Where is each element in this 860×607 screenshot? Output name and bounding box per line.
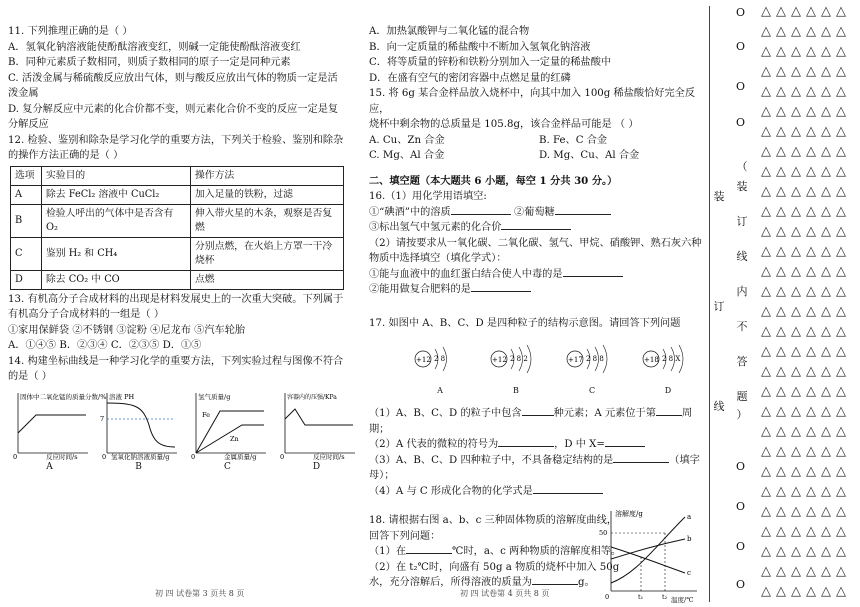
q18-line2: 回答下列问题：: [369, 530, 441, 542]
graph-a-origin: 0: [13, 452, 18, 461]
triangle-row: △△△△△△: [761, 404, 851, 419]
q14-option-a: A．加热氯酸钾与二氧化锰的混合物: [369, 26, 530, 37]
particle-b-shells: 2 8 2: [510, 355, 528, 363]
q17-stem: 17. 如图中 A、B、C、D 是四种粒子的结构示意图。请回答下列问题: [369, 317, 681, 329]
binding-char: 不: [736, 320, 748, 333]
q11-stem: 11. 下列推理正确的是（ ）: [8, 26, 133, 37]
q17-l4-text: （4）A 与 C 形成化合物的化学式是: [369, 485, 533, 497]
q17-l2-text: （2）A 代表的微粒的符号为: [369, 439, 499, 450]
answer-blank[interactable]: [555, 214, 611, 215]
chart-origin: 0: [605, 593, 610, 601]
graph-c-origin: 0: [191, 452, 196, 461]
q17-line1: [369, 406, 705, 437]
answer-blank[interactable]: [656, 415, 682, 416]
q16-fertilizer-label: ②能用做复合肥料的是: [369, 284, 471, 295]
q15-option-b: B. Fe、C 合金: [539, 134, 608, 146]
answer-blank[interactable]: [522, 415, 554, 416]
side-char: 装: [713, 190, 725, 203]
chart-ylabel: 溶解度/g: [615, 510, 643, 518]
graph-b-ylabel: 溶液 PH: [109, 392, 135, 401]
circle-mark: O: [736, 40, 746, 53]
q16-line5: 物质中选择填空（填化学式）：: [369, 253, 507, 264]
q17-l1-text: （1）A、B、C、D 的粒子中包含: [369, 408, 522, 419]
series-b-label: b: [687, 535, 692, 543]
particle-c: [561, 341, 623, 398]
graph-c-series-zn: Zn: [230, 434, 239, 443]
graph-c-xlabel: 金属质量/g: [224, 452, 257, 461]
q16-line7: [369, 282, 705, 298]
graph-d-ylabel: 容器内的压强/KPa: [287, 393, 337, 401]
q14-stem-cont: 的是（ ）: [8, 371, 52, 382]
table-cell-method: 分别点燃，在火焰上方罩一干冷烧杯: [191, 237, 344, 270]
left-footer: 初 四 试卷第 3 页共 8 页: [155, 589, 245, 598]
triangle-row: △△△△△△: [761, 564, 851, 579]
triangle-row: △△△△△△: [761, 544, 851, 559]
q15-options-row2: [369, 148, 705, 164]
table-cell-method: 加入足量的铁粉，过滤: [191, 185, 344, 204]
q13-stem: 13. 有机高分子合成材料的出现是材料发展史上的一次重大突破。下列属于: [8, 293, 344, 305]
table-cell-method: 伸入带火星的木条，观察是否复燃: [191, 204, 344, 237]
triangle-row: △△△△△△: [761, 44, 851, 59]
table-row: [11, 270, 344, 289]
side-char: 线: [713, 400, 725, 413]
triangle-row: △△△△△△: [761, 204, 851, 219]
q17-line2: [369, 437, 705, 453]
table-cell-option: A: [11, 185, 42, 204]
answer-blank[interactable]: [613, 462, 669, 463]
graph-c: [186, 389, 269, 476]
q15-option-a: A. Cu、Zn 合金: [369, 134, 445, 146]
triangle-row: △△△△△△: [761, 264, 851, 279]
q15-stem: 15. 将 6g 某合金样品放入烧杯中，向其中加入 100g 稀盐酸恰好完全反应，: [369, 88, 696, 115]
triangle-row: △△△△△△: [761, 64, 851, 79]
binding-char: 内: [736, 285, 748, 298]
table-cell-purpose: 鉴别 H₂ 和 CH₄: [42, 237, 191, 270]
triangle-row: △△△△△△: [761, 244, 851, 259]
q11-option-a: A．氢氧化钠溶液能使酚酞溶液变红，则碱一定能使酚酞溶液变红: [8, 41, 301, 53]
table-cell-purpose: 除去 CO₂ 中 CO: [42, 270, 191, 289]
solubility-chart: [597, 507, 703, 603]
q16-hydrogen-label: ③标出氢气中氢元素的化合价: [369, 222, 502, 233]
binding-char: 答: [736, 355, 748, 368]
q16-co-label: ①能与血液中的血红蛋白结合使人中毒的是: [369, 268, 563, 280]
graph-c-series-fe: Fe: [202, 410, 211, 419]
particle-b-letter: B: [513, 385, 519, 395]
particle-a-letter: A: [437, 385, 443, 395]
binding-char: ）: [736, 408, 748, 421]
q18-line4: （2）在 t₂℃时，向盛有 50g a 物质的烧杯中加入 50g: [369, 561, 620, 573]
table-cell-purpose: 检验人呼出的气体中是否含有 O₂: [42, 204, 191, 237]
binding-line-outer: [709, 6, 710, 602]
triangle-row: △△△△△△: [761, 384, 851, 399]
triangle-row: △△△△△△: [761, 104, 851, 119]
chart-xtick-t1: t₁: [638, 593, 644, 601]
table-cell-option: B: [11, 204, 42, 237]
answer-blank[interactable]: [498, 446, 554, 447]
table-row: [11, 185, 344, 204]
binding-char: 线: [736, 250, 748, 263]
answer-blank[interactable]: [501, 229, 571, 230]
triangle-row: △△△△△△: [761, 144, 851, 159]
series-c-label: c: [687, 569, 691, 577]
particle-b: [485, 341, 547, 398]
triangle-row: △△△△△△: [761, 344, 851, 359]
binding-char: 装: [736, 180, 748, 193]
table-cell-method: 点燃: [191, 270, 344, 289]
q17-l3-text: （3）A、B、C、D 四种粒子中，不具备稳定结构的是: [369, 454, 614, 466]
binding-strip: [711, 0, 860, 607]
answer-blank[interactable]: [533, 493, 603, 494]
q18-l3-text2: ℃时，a、c 两种物质的溶解度相等。: [452, 546, 622, 557]
answer-blank[interactable]: [563, 276, 623, 277]
particle-c-nucleus: +17: [568, 356, 583, 364]
series-a-label: a: [687, 513, 692, 521]
particle-d-nucleus: +18: [644, 356, 659, 364]
circle-mark: O: [736, 540, 746, 553]
particle-b-nucleus: +12: [492, 356, 507, 364]
graph-d-origin: 0: [280, 452, 285, 461]
triangle-row: △△△△△△: [761, 304, 851, 319]
curve-c: [611, 547, 685, 573]
q14-stem: 14. 构建坐标曲线是一种学习化学的重要方法，下列实验过程与图像不符合: [8, 355, 344, 367]
triangle-row: △△△△△△: [761, 184, 851, 199]
chart-xtick-t2: t₂: [662, 593, 668, 601]
answer-blank[interactable]: [451, 214, 511, 215]
right-footer: 初 四 试卷第 4 页共 8 页: [460, 589, 550, 598]
graph-b: [97, 389, 180, 476]
table-header-cell: 选项: [11, 166, 42, 185]
table-cell-option: D: [11, 270, 42, 289]
triangle-row: △△△△△△: [761, 224, 851, 239]
graph-a: [8, 389, 107, 476]
q17-line4: [369, 484, 705, 500]
q17-l3-text2: （填字母）；: [369, 454, 700, 481]
curve-a: [611, 517, 685, 583]
table-row: [11, 204, 344, 237]
particle-c-shells: 2 8 8: [586, 355, 604, 363]
answer-blank[interactable]: [406, 553, 452, 554]
q15-option-c: C. Mg、Al 合金: [369, 150, 445, 161]
triangle-row: △△△△△△: [761, 364, 851, 379]
table-header-cell: 实验目的: [42, 166, 191, 185]
circle-mark: O: [736, 6, 746, 19]
chart-ytick: 50: [599, 529, 608, 537]
q17-l1-text3: 周期；: [369, 408, 693, 435]
triangle-row: △△△△△△: [761, 584, 851, 599]
q15-stem-cont: 烧杯中剩余物的总质量是 105.8g，该合金样品可能是 （ ）: [369, 119, 639, 130]
answer-blank[interactable]: [471, 291, 531, 292]
table-row: [11, 237, 344, 270]
q12-stem: 12. 检验、鉴别和除杂是学习化学的重要方法，下列关于检验、鉴别和除杂: [8, 134, 344, 146]
triangle-row: △△△△△△: [761, 164, 851, 179]
graph-d: [275, 389, 358, 476]
graph-b-xlabel: 氢氧化钠溶液质量/g: [111, 452, 170, 461]
q13-items: ①家用保鲜袋 ②不锈钢 ③淀粉 ④尼龙布 ⑤汽车轮胎: [8, 324, 246, 336]
q12-table: [10, 166, 344, 290]
q17-l1-text2: 种元素；A 元素位于第: [553, 408, 656, 419]
q14-option-b: B．向一定质量的稀盐酸中不断加入氢氧化钠溶液: [369, 41, 591, 53]
q16-line6: [369, 267, 705, 283]
q16-iodine-label: ①“碘酒”中的溶质: [369, 206, 451, 218]
triangle-row: △△△△△△: [761, 4, 851, 19]
triangle-row: △△△△△△: [761, 464, 851, 479]
q14-graphs: [8, 389, 360, 476]
q17-line3: [369, 453, 705, 484]
graph-a-letter: A: [46, 461, 53, 472]
q16-line4: （2）请按要求从一氧化碳、二氧化碳、氢气、甲烷、硝酸钾、熟石灰六种: [369, 237, 702, 249]
particle-d-letter: D: [664, 385, 672, 395]
graph-b-origin: 0: [102, 452, 107, 461]
q14-option-c: C．将等质量的锌粉和铁粉分别加入一定量的稀盐酸中: [369, 57, 612, 68]
triangle-row: △△△△△△: [761, 424, 851, 439]
binding-char: （: [736, 160, 748, 173]
q18-line1: 18. 请根据右图 a、b、c 三种固体物质的溶解度曲线，: [369, 515, 617, 526]
particle-a-shells: 2 8: [434, 355, 446, 363]
q11-option-c-cont: 泼金属: [8, 88, 39, 99]
q16-glucose-label: ②葡萄糖: [513, 206, 555, 218]
table-cell-option: C: [11, 237, 42, 270]
particle-a: [409, 341, 471, 398]
q17-particles: [409, 341, 705, 398]
graph-c-ylabel: 氢气质量/g: [198, 392, 231, 401]
circle-mark: O: [736, 578, 746, 591]
graph-b-letter: B: [135, 461, 142, 472]
q16-line3: [369, 220, 705, 236]
graph-d-xlabel: 反应时间/s: [313, 452, 345, 461]
graph-d-letter: D: [312, 461, 321, 472]
graph-a-xlabel: 反应时间/s: [46, 452, 78, 461]
graph-a-ylabel: 固体中二氧化锰的质量分数/%: [20, 392, 107, 401]
triangle-row: △△△△△△: [761, 324, 851, 339]
particle-c-letter: C: [588, 385, 596, 395]
particle-d-shells: 2 8 X: [662, 355, 681, 363]
q16-line2: [369, 205, 705, 221]
triangle-row: △△△△△△: [761, 444, 851, 459]
triangle-row: △△△△△△: [761, 524, 851, 539]
q16-line1: 16.（1）用化学用语填空:: [369, 191, 487, 202]
q18-l3-text: （1）在: [369, 546, 407, 557]
q14-option-d: D．在盛有空气的密闭容器中点燃足量的红磷: [369, 72, 571, 84]
left-column: [8, 0, 360, 475]
triangle-row: △△△△△△: [761, 124, 851, 139]
q13-options: A．①④⑤ B．②③④ C．②③⑤ D．①⑤: [8, 340, 202, 351]
graph-b-tick: 7: [100, 414, 105, 423]
section-two-title: 二、填空题（本大题共 6 小题，每空 1 分共 30 分。）: [369, 174, 618, 187]
binding-char: 题: [736, 390, 748, 403]
triangle-row: △△△△△△: [761, 484, 851, 499]
circle-mark: O: [736, 116, 746, 129]
q15-option-d: D. Mg、Cu、Al 合金: [539, 150, 640, 161]
q11-option-d-cont: 分解反应: [8, 119, 49, 130]
q12-stem-cont: 的操作方法正确的是（ ）: [8, 150, 124, 161]
triangle-row: △△△△△△: [761, 284, 851, 299]
particle-a-nucleus: +12: [416, 356, 431, 364]
q11-option-b: B．同种元素质子数相同，则质子数相同的原子一定是同种元素: [8, 57, 291, 68]
q18-l5-text2: g。: [578, 577, 595, 588]
side-char: 订: [713, 300, 725, 313]
binding-char: 订: [736, 215, 748, 228]
triangle-row: △△△△△△: [761, 504, 851, 519]
q17-l2-text2: ，D 中 X=: [554, 439, 605, 450]
q18-l5-text: 水，充分溶解后，所得溶液的质量为: [369, 577, 532, 588]
circle-mark: O: [736, 80, 746, 93]
q13-stem-cont: 有机高分子合成材料的一组是（ ）: [8, 309, 165, 320]
chart-xlabel: 温度/℃: [671, 596, 694, 604]
q11-option-c: C. 活泼金属与稀硫酸反应放出气体，则与酸反应放出气体的物质一定是活: [8, 72, 338, 84]
table-header-cell: 操作方法: [191, 166, 344, 185]
table-cell-purpose: 除去 FeCl₂ 溶液中 CuCl₂: [42, 185, 191, 204]
answer-blank[interactable]: [532, 584, 578, 585]
circle-mark: O: [736, 460, 746, 473]
q15-options-row1: [369, 133, 705, 149]
circle-mark: O: [736, 500, 746, 513]
table-header-row: [11, 166, 344, 185]
triangle-row: △△△△△△: [761, 84, 851, 99]
graph-c-letter: C: [224, 461, 231, 472]
triangle-row: △△△△△△: [761, 24, 851, 39]
q11-option-d: D. 复分解反应中元素的化合价都不变，则元素化合价不变的反应一定是复: [8, 103, 339, 115]
particle-d: [637, 341, 699, 398]
answer-blank[interactable]: [605, 446, 645, 447]
